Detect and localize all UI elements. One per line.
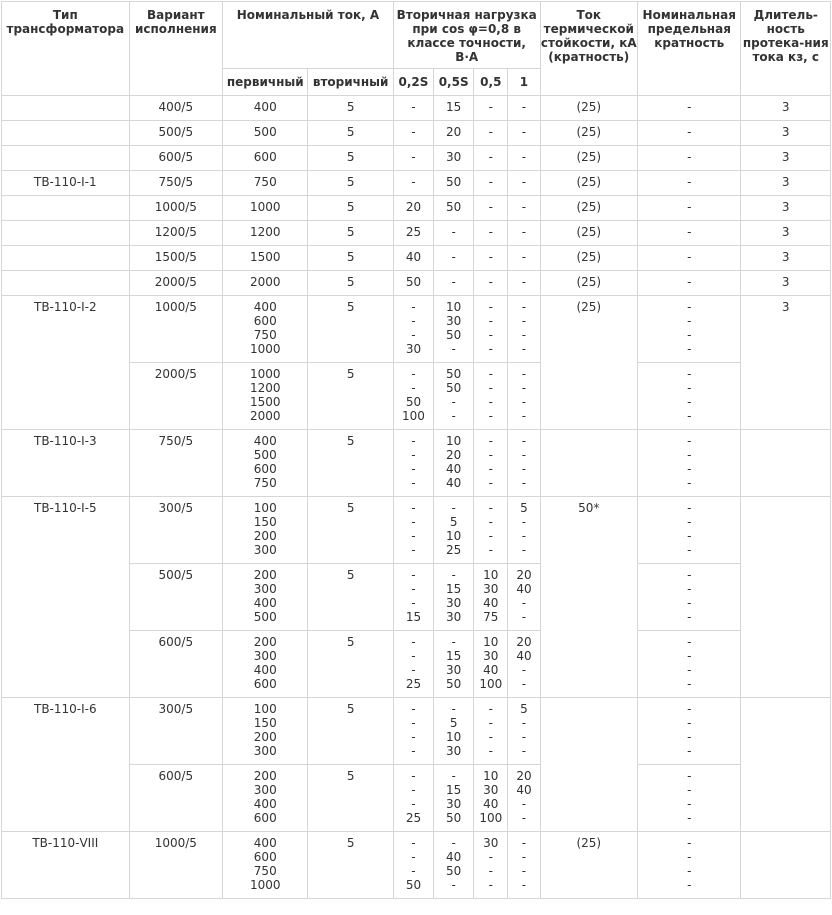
limit-cell: - — [638, 171, 741, 196]
type-cell — [2, 271, 130, 296]
secondary-cell: 5 — [308, 564, 393, 631]
variant-cell: 2000/5 — [129, 363, 222, 430]
thermal-cell: (25) — [540, 146, 637, 171]
header-type: Тип трансформатора — [2, 2, 130, 96]
limit-cell: - - - - — [638, 363, 741, 430]
table-row — [2, 196, 831, 221]
thermal-cell — [540, 698, 637, 832]
variant-cell: 300/5 — [129, 497, 222, 564]
secondary-cell: 5 — [308, 196, 393, 221]
type-cell: ТВ-110-I-2 — [2, 296, 130, 430]
variant-cell: 2000/5 — [129, 271, 222, 296]
header-class-05s: 0,5S — [434, 69, 474, 96]
type-cell — [2, 121, 130, 146]
class-05-cell: - — [474, 171, 508, 196]
class-02s-cell: - - - - — [393, 430, 433, 497]
class-1-cell: - — [508, 96, 540, 121]
class-05-cell: - — [474, 121, 508, 146]
class-05-cell: 10 30 40 100 — [474, 631, 508, 698]
variant-cell: 750/5 — [129, 430, 222, 497]
variant-cell: 600/5 — [129, 765, 222, 832]
class-02s-cell: 40 — [393, 246, 433, 271]
type-cell: ТВ-110-I-5 — [2, 497, 130, 698]
thermal-cell: (25) — [540, 832, 637, 899]
variant-cell: 1000/5 — [129, 196, 222, 221]
limit-cell: - - - - — [638, 497, 741, 564]
duration-cell: 3 — [741, 271, 831, 296]
limit-cell: - — [638, 146, 741, 171]
variant-cell: 400/5 — [129, 96, 222, 121]
header-class-1: 1 — [508, 69, 540, 96]
class-05s-cell: 15 — [434, 96, 474, 121]
header-class-02s: 0,2S — [393, 69, 433, 96]
primary-cell: 200 300 400 600 — [223, 765, 308, 832]
type-cell — [2, 96, 130, 121]
primary-cell: 1000 — [223, 196, 308, 221]
header-primary: первичный — [223, 69, 308, 96]
class-02s-cell: - - 50 100 — [393, 363, 433, 430]
limit-cell: - — [638, 121, 741, 146]
class-05-cell: 10 30 40 75 — [474, 564, 508, 631]
duration-cell — [741, 430, 831, 497]
class-1-cell: 20 40 - - — [508, 631, 540, 698]
class-05-cell: 10 30 40 100 — [474, 765, 508, 832]
header-duration: Длитель-ность протека-ния тока кз, с — [741, 2, 831, 96]
class-02s-cell: - - - - — [393, 497, 433, 564]
secondary-cell: 5 — [308, 121, 393, 146]
class-05-cell: - — [474, 246, 508, 271]
class-05s-cell: 20 — [434, 121, 474, 146]
variant-cell: 300/5 — [129, 698, 222, 765]
class-05s-cell: - 40 50 - — [434, 832, 474, 899]
class-05s-cell: 30 — [434, 146, 474, 171]
secondary-cell: 5 — [308, 430, 393, 497]
class-02s-cell: - — [393, 171, 433, 196]
variant-cell: 1200/5 — [129, 221, 222, 246]
class-1-cell: - — [508, 196, 540, 221]
duration-cell: 3 — [741, 96, 831, 121]
class-1-cell: 5 - - - — [508, 698, 540, 765]
secondary-cell: 5 — [308, 832, 393, 899]
limit-cell: - — [638, 246, 741, 271]
class-05s-cell: - — [434, 246, 474, 271]
class-05-cell: - - - - — [474, 430, 508, 497]
class-02s-cell: - - - 25 — [393, 631, 433, 698]
duration-cell: 3 — [741, 296, 831, 430]
class-02s-cell: - - - - — [393, 698, 433, 765]
duration-cell: 3 — [741, 246, 831, 271]
class-05s-cell: - — [434, 221, 474, 246]
table-row — [2, 146, 831, 171]
thermal-cell: (25) — [540, 196, 637, 221]
duration-cell: 3 — [741, 171, 831, 196]
type-cell: ТВ-110-I-3 — [2, 430, 130, 497]
type-cell: ТВ-110-VIII — [2, 832, 130, 899]
duration-cell — [741, 832, 831, 899]
class-02s-cell: 25 — [393, 221, 433, 246]
duration-cell: 3 — [741, 121, 831, 146]
table-row — [2, 96, 831, 121]
class-02s-cell: - — [393, 121, 433, 146]
table-row — [2, 698, 831, 765]
class-05-cell: - - - - — [474, 698, 508, 765]
class-05-cell: - — [474, 146, 508, 171]
class-1-cell: 20 40 - - — [508, 564, 540, 631]
header-limit: Номинальная предельная кратность — [638, 2, 741, 96]
class-1-cell: - - - - — [508, 832, 540, 899]
class-02s-cell: 20 — [393, 196, 433, 221]
class-05-cell: - - - - — [474, 497, 508, 564]
class-1-cell: 20 40 - - — [508, 765, 540, 832]
secondary-cell: 5 — [308, 698, 393, 765]
class-02s-cell: - — [393, 146, 433, 171]
class-02s-cell: - - - 50 — [393, 832, 433, 899]
limit-cell: - - - - — [638, 832, 741, 899]
primary-cell: 400 — [223, 96, 308, 121]
limit-cell: - — [638, 271, 741, 296]
class-05s-cell: - 5 10 30 — [434, 698, 474, 765]
table-row — [2, 430, 831, 497]
class-1-cell: - - - - — [508, 363, 540, 430]
thermal-cell: (25) — [540, 221, 637, 246]
secondary-cell: 5 — [308, 363, 393, 430]
secondary-cell: 5 — [308, 271, 393, 296]
primary-cell: 200 300 400 600 — [223, 631, 308, 698]
limit-cell: - — [638, 196, 741, 221]
class-05-cell: - — [474, 196, 508, 221]
class-05s-cell: - 15 30 50 — [434, 765, 474, 832]
variant-cell: 600/5 — [129, 146, 222, 171]
secondary-cell: 5 — [308, 96, 393, 121]
thermal-cell: (25) — [540, 121, 637, 146]
primary-cell: 400 500 600 750 — [223, 430, 308, 497]
class-05-cell: - — [474, 271, 508, 296]
class-05s-cell: - 15 30 30 — [434, 564, 474, 631]
duration-cell: 3 — [741, 196, 831, 221]
class-1-cell: 5 - - - — [508, 497, 540, 564]
variant-cell: 500/5 — [129, 564, 222, 631]
duration-cell — [741, 698, 831, 832]
header-variant: Вариант исполнения — [129, 2, 222, 96]
class-05s-cell: 50 — [434, 196, 474, 221]
thermal-cell: (25) — [540, 171, 637, 196]
limit-cell: - - - - — [638, 430, 741, 497]
variant-cell: 500/5 — [129, 121, 222, 146]
class-05-cell: - — [474, 221, 508, 246]
type-cell — [2, 146, 130, 171]
duration-cell — [741, 497, 831, 698]
type-cell: ТВ-110-I-1 — [2, 171, 130, 196]
variant-cell: 600/5 — [129, 631, 222, 698]
primary-cell: 200 300 400 500 — [223, 564, 308, 631]
variant-cell: 1000/5 — [129, 832, 222, 899]
class-1-cell: - - - - — [508, 296, 540, 363]
class-02s-cell: 50 — [393, 271, 433, 296]
limit-cell: - - - - — [638, 564, 741, 631]
class-05s-cell: 10 30 50 - — [434, 296, 474, 363]
table-row — [2, 171, 831, 196]
class-02s-cell: - - - 30 — [393, 296, 433, 363]
table-row — [2, 497, 831, 564]
variant-cell: 750/5 — [129, 171, 222, 196]
limit-cell: - - - - — [638, 698, 741, 765]
primary-cell: 1200 — [223, 221, 308, 246]
secondary-cell: 5 — [308, 296, 393, 363]
header-secondary: вторичный — [308, 69, 393, 96]
primary-cell: 2000 — [223, 271, 308, 296]
secondary-cell: 5 — [308, 221, 393, 246]
class-1-cell: - — [508, 221, 540, 246]
table-row — [2, 296, 831, 363]
limit-cell: - — [638, 96, 741, 121]
primary-cell: 100 150 200 300 — [223, 497, 308, 564]
primary-cell: 500 — [223, 121, 308, 146]
thermal-cell: 50* — [540, 497, 637, 698]
primary-cell: 100 150 200 300 — [223, 698, 308, 765]
table-row — [2, 121, 831, 146]
class-02s-cell: - - - 25 — [393, 765, 433, 832]
thermal-cell: (25) — [540, 271, 637, 296]
type-cell — [2, 221, 130, 246]
class-1-cell: - — [508, 121, 540, 146]
limit-cell: - - - - — [638, 765, 741, 832]
class-05-cell: - - - - — [474, 296, 508, 363]
class-05s-cell: - — [434, 271, 474, 296]
class-05s-cell: 50 — [434, 171, 474, 196]
class-1-cell: - — [508, 246, 540, 271]
table-row — [2, 246, 831, 271]
duration-cell: 3 — [741, 146, 831, 171]
header-nominal: Номинальный ток, А — [223, 2, 394, 69]
class-05s-cell: - 15 30 50 — [434, 631, 474, 698]
secondary-cell: 5 — [308, 171, 393, 196]
class-05s-cell: - 5 10 25 — [434, 497, 474, 564]
primary-cell: 600 — [223, 146, 308, 171]
class-05-cell: - — [474, 96, 508, 121]
secondary-cell: 5 — [308, 497, 393, 564]
secondary-cell: 5 — [308, 631, 393, 698]
class-1-cell: - — [508, 171, 540, 196]
variant-cell: 1500/5 — [129, 246, 222, 271]
class-1-cell: - - - - — [508, 430, 540, 497]
variant-cell: 1000/5 — [129, 296, 222, 363]
header-thermal: Ток термической стойкости, кА (кратность) — [540, 2, 637, 96]
class-05-cell: 30 - - - — [474, 832, 508, 899]
primary-cell: 400 600 750 1000 — [223, 832, 308, 899]
limit-cell: - - - - — [638, 631, 741, 698]
table-row — [2, 271, 831, 296]
secondary-cell: 5 — [308, 765, 393, 832]
class-05s-cell: 50 50 - - — [434, 363, 474, 430]
limit-cell: - — [638, 221, 741, 246]
type-cell: ТВ-110-I-6 — [2, 698, 130, 832]
thermal-cell: (25) — [540, 96, 637, 121]
header-class-05: 0,5 — [474, 69, 508, 96]
primary-cell: 1500 — [223, 246, 308, 271]
secondary-cell: 5 — [308, 146, 393, 171]
header-load: Вторичная нагрузка при cos φ=0,8 в классе точности, В·А — [393, 2, 540, 69]
duration-cell: 3 — [741, 221, 831, 246]
transformer-table — [1, 1, 831, 899]
type-cell — [2, 196, 130, 221]
thermal-cell: (25) — [540, 296, 637, 430]
table-row — [2, 221, 831, 246]
class-05s-cell: 10 20 40 40 — [434, 430, 474, 497]
class-1-cell: - — [508, 146, 540, 171]
secondary-cell: 5 — [308, 246, 393, 271]
thermal-cell — [540, 430, 637, 497]
table-row — [2, 832, 831, 899]
primary-cell: 750 — [223, 171, 308, 196]
primary-cell: 400 600 750 1000 — [223, 296, 308, 363]
class-02s-cell: - - - 15 — [393, 564, 433, 631]
class-05-cell: - - - - — [474, 363, 508, 430]
class-1-cell: - — [508, 271, 540, 296]
limit-cell: - - - - — [638, 296, 741, 363]
class-02s-cell: - — [393, 96, 433, 121]
type-cell — [2, 246, 130, 271]
thermal-cell: (25) — [540, 246, 637, 271]
primary-cell: 1000 1200 1500 2000 — [223, 363, 308, 430]
